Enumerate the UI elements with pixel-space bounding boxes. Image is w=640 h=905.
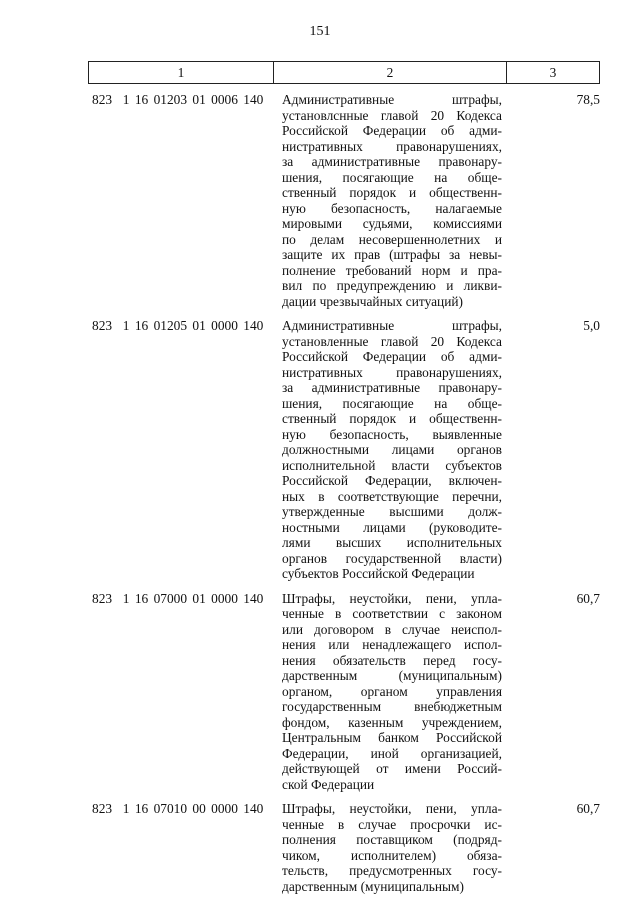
page-number: 151 [309,24,331,39]
description-line: ственный порядок и общественн- [282,411,502,426]
budget-classification-code: 823 1 16 07000 01 0000 140 [92,590,264,606]
table-body [0,92,640,903]
description-line: полнения поставщиком (подряд- [282,832,502,847]
description-line: фондом, казенным учреждением, [282,714,502,730]
budget-classification-code: 823 1 16 01203 01 0006 140 [92,92,264,107]
budget-classification-code: 823 1 16 07010 00 0000 140 [92,801,264,816]
description-line: нения обязательств перед госу- [282,652,502,668]
header-col-1: 1 [89,62,274,83]
description-line: установлснные главой 20 Кодекса [282,107,502,123]
description-line: ностными лицами (руководите- [282,519,502,535]
table-row [0,92,640,309]
description-line: ченные в соответствии с законом [282,606,502,621]
description-line: мировыми судьями, комиссиями [282,216,502,231]
amount-value: 78,5 [576,92,600,107]
description-line: нистративных правонарушениях, [282,364,502,380]
description-line: лями высших исполнительных [282,535,502,550]
income-description [282,92,502,309]
description-line: дации чрезвычайных ситуаций) [282,293,464,309]
description-line: Российской Федерации об адми- [282,349,502,364]
income-description [282,591,502,793]
description-line: субъектов Российской Федерации [282,566,475,581]
amount-value: 60,7 [576,801,600,816]
description-line: дарственным (муниципальным) [282,878,464,894]
table-header [88,61,600,84]
description-line: за административные правонару- [282,380,502,395]
description-line: утвержденные высшими долж- [282,504,502,519]
table-row [0,591,640,793]
description-line: ченные в случае просрочки ис- [282,816,502,832]
description-line: нистративных правонарушениях, [282,138,502,154]
description-line: исполнительной власти субъектов [282,457,502,473]
description-line: дарственным (муниципальным) [282,668,502,683]
header-col-3: 3 [549,64,557,80]
description-line: Федерации, иной организацией, [282,745,502,761]
description-line: ную безопасность, выявленные [282,426,502,442]
description-line: тельств, предусмотренных госу- [282,863,502,878]
description-line: органов государственной власти) [282,550,502,566]
description-line: органом, органом управления [282,683,502,699]
description-line: Штрафы, неустойки, пени, упла- [282,801,502,816]
description-line: Российской Федерации, включен- [282,473,502,488]
description-line: Центральным банком Российской [282,730,502,745]
description-line: должностными лицами органов [282,442,502,457]
header-col-2: 2 [274,62,507,83]
description-line: Административные штрафы, [282,92,502,107]
description-line: шения, посягающие на обще- [282,395,502,411]
budget-classification-code: 823 1 16 01205 01 0000 140 [92,318,264,333]
description-line: ных в соответствующие перечни, [282,488,502,504]
description-line: шения, посягающие на обще- [282,169,502,185]
description-line: нения или ненадлежащего испол- [282,637,502,652]
description-line: Штрафы, неустойки, пени, упла- [282,590,502,606]
description-line: ственный порядок и общественн- [282,185,502,200]
table-row [0,318,640,582]
amount-value: 60,7 [576,590,600,606]
description-line: Российской Федерации об адми- [282,123,502,138]
description-line: ную безопасность, налагаемые [282,200,502,216]
amount-value: 5,0 [583,318,600,333]
description-line: чиком, исполнителем) обяза- [282,847,502,863]
description-line: по делам несовершеннолетних и [282,231,502,247]
description-line: государственным внебюджетным [282,699,502,714]
description-line: ской Федерации [282,776,375,792]
description-line: действующей от имени Россий- [282,761,502,776]
description-line: или договором в случае неиспол- [282,621,502,637]
description-line: установленные главой 20 Кодекса [282,333,502,349]
table-row [0,801,640,894]
description-line: защите их прав (штрафы за невы- [282,247,502,262]
description-line: Административные штрафы, [282,318,502,333]
description-line: вил по предупреждению и ликви- [282,278,502,293]
income-description [282,318,502,582]
description-line: полнение требований норм и пра- [282,262,502,278]
income-description [282,801,502,894]
description-line: за административные правонару- [282,154,502,169]
